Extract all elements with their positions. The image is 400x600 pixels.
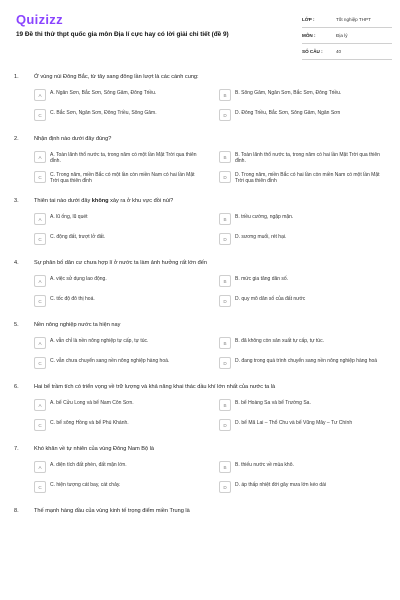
meta-value: Tốt nghiệp THPT [336, 17, 371, 22]
option-text: B. mức gia tăng dân số. [235, 276, 289, 282]
question-text [14, 446, 386, 453]
answer-option[interactable] [34, 337, 201, 351]
option-text: A. bể Cửu Long và bể Nam Côn Sơn. [50, 400, 134, 406]
question-body [34, 508, 190, 515]
question [0, 322, 400, 371]
question-number: 7. [14, 446, 19, 452]
option-letter-box: A [34, 337, 46, 349]
question [0, 74, 400, 123]
answer-option[interactable] [34, 89, 201, 103]
option-letter-box: A [34, 399, 46, 411]
option-letter-box: A [34, 89, 46, 101]
worksheet-title: 19 Đề thi thử thpt quốc gia môn Địa lí cực hay có lời giải chi tiết (đề 9) [16, 31, 229, 38]
question-number: 3. [14, 198, 19, 204]
question-number: 1. [14, 74, 19, 80]
answer-option[interactable] [219, 481, 386, 495]
option-text: D. bể Mã Lai – Thổ Chu và bể Vũng Mây – Tư Chính [235, 420, 353, 426]
question [0, 260, 400, 309]
option-letter-box: B [219, 275, 231, 287]
question-text-before: Nền nông nghiệp nước ta hiện nay [34, 322, 121, 328]
answer-option[interactable] [34, 275, 201, 289]
answer-options [34, 89, 386, 123]
answer-option[interactable] [219, 171, 386, 185]
question-text-after: xảy ra ở khu vực đồi núi? [108, 198, 174, 204]
answer-option[interactable] [219, 295, 386, 309]
question-body [34, 322, 120, 329]
option-letter-box: A [34, 275, 46, 287]
meta-label: MÔN : [302, 33, 316, 38]
option-text: A. Toàn lãnh thổ nước ta, trong năm có một lần Mặt Trời qua thiên đỉnh. [50, 152, 197, 165]
answer-option[interactable] [34, 151, 201, 165]
answer-option[interactable] [34, 233, 201, 247]
option-text: B. triều cường, ngập mặn. [235, 214, 294, 220]
question-number: 5. [14, 322, 19, 328]
option-text: B. bể Hoàng Sa và bể Trường Sa. [235, 400, 311, 406]
question-text-before: Thế mạnh hàng đầu của vùng kinh tế trọng điểm miền Trung là [34, 508, 190, 514]
quizizz-logo: Quizizz [16, 12, 63, 27]
answer-option[interactable] [219, 275, 386, 289]
question-text [14, 74, 386, 81]
option-text: A. diện tích đất phèn, đất mặn lớn. [50, 462, 127, 468]
option-text: D. sương muối, rét hại. [235, 234, 287, 240]
option-text: A. Ngân Sơn, Bắc Sơn, Sông Gâm, Đông Triều. [50, 90, 157, 96]
answer-option[interactable] [34, 295, 201, 309]
option-letter-box: D [219, 357, 231, 369]
option-letter-box: B [219, 213, 231, 225]
option-letter-box: B [219, 89, 231, 101]
answer-option[interactable] [34, 461, 201, 475]
answer-option[interactable] [219, 337, 386, 351]
meta-row [302, 28, 392, 44]
option-letter-box: C [34, 357, 46, 369]
answer-option[interactable] [219, 213, 386, 227]
option-text: A. việc sử dụng lao động. [50, 276, 107, 282]
option-letter-box: B [219, 337, 231, 349]
option-letter-box: A [34, 151, 46, 163]
meta-panel [302, 12, 392, 60]
question-number: 6. [14, 384, 19, 390]
answer-option[interactable] [219, 109, 386, 123]
option-letter-box: C [34, 481, 46, 493]
question-list [0, 74, 400, 528]
answer-option[interactable] [219, 89, 386, 103]
question-body [34, 384, 275, 391]
question-text [14, 136, 386, 143]
option-letter-box: C [34, 171, 46, 183]
option-text: D. Trong năm, miền Bắc có hai lần còn miền Nam có một lần Mặt Trời qua thiên đỉnh [235, 172, 380, 185]
question-text [14, 260, 386, 267]
question-number: 8. [14, 508, 19, 514]
question-text [14, 384, 386, 391]
option-text: D. quy mô dân số của đất nước [235, 296, 306, 302]
question-text-before: Khó khăn về tự nhiên của vùng Đông Nam Bộ là [34, 446, 155, 452]
question-body [34, 198, 173, 205]
question-text-before: Hai bể trầm tích có triển vọng về trữ lượng và khả năng khai thác dầu khí lớn nhất của nước ta là [34, 384, 276, 390]
answer-options [34, 461, 386, 495]
option-letter-box: B [219, 399, 231, 411]
question-body [34, 260, 207, 267]
worksheet-header [0, 0, 400, 64]
meta-value: Địa lý [336, 33, 348, 38]
question-number: 2. [14, 136, 19, 142]
question-text [14, 198, 386, 205]
question-text-before: Ở vùng núi Đông Bắc, từ tây sang đông lần lượt là các cánh cung: [34, 74, 199, 80]
option-letter-box: B [219, 461, 231, 473]
answer-option[interactable] [219, 461, 386, 475]
option-text: D. đang trong quá trình chuyển sang nền nông nghiệp hàng hoá [235, 358, 378, 364]
option-letter-box: A [34, 461, 46, 473]
question-text-before: Thiên tai nào dưới đây [34, 198, 92, 204]
option-text: C. tốc độ đô thị hoá. [50, 296, 95, 302]
answer-option[interactable] [219, 419, 386, 433]
question-text-before: Sự phân bố dân cư chưa hợp lí ở nước ta làm ảnh hưởng rất lớn đến [34, 260, 207, 266]
question [0, 136, 400, 185]
question [0, 446, 400, 495]
option-text: D. Đông Triều, Bắc Sơn, Sông Gâm, Ngân Sơn [235, 110, 341, 116]
option-text: B. Sông Gâm, Ngân Sơn, Bắc Sơn, Đông Triều. [235, 90, 342, 96]
question [0, 384, 400, 433]
answer-option[interactable] [219, 357, 386, 371]
option-text: D. áp thấp nhiệt đới gây mưa lớn kéo dài [235, 482, 327, 488]
option-letter-box: C [34, 419, 46, 431]
question [0, 198, 400, 247]
meta-row [302, 44, 392, 60]
answer-option[interactable] [219, 151, 386, 165]
meta-label: LỚP : [302, 17, 315, 22]
question-text [14, 322, 386, 329]
option-text: C. Trong năm, miền Bắc có một lần còn miền Nam có hai lần Mặt Trời qua thiên đỉnh [50, 172, 195, 185]
answer-option[interactable] [219, 399, 386, 413]
answer-option[interactable] [34, 419, 201, 433]
option-letter-box: D [219, 295, 231, 307]
option-text: C. Bắc Sơn, Ngân Sơn, Đông Triều, Sông Gâm. [50, 110, 157, 116]
question-text-before: Nhận định nào dưới đây đúng? [34, 136, 112, 142]
option-text: C. bể sông Hồng và bể Phú Khánh. [50, 420, 129, 426]
option-letter-box: C [34, 295, 46, 307]
answer-options [34, 213, 386, 247]
option-letter-box: B [219, 151, 231, 163]
answer-option[interactable] [34, 171, 201, 185]
answer-options [34, 151, 386, 185]
option-letter-box: D [219, 481, 231, 493]
answer-option[interactable] [34, 213, 201, 227]
option-letter-box: D [219, 419, 231, 431]
question-body [34, 446, 154, 453]
option-text: B. đã không còn sản xuất tự cấp, tự túc. [235, 338, 324, 344]
question-text [14, 508, 386, 515]
option-text: B. Toàn lãnh thổ nước ta, trong năm có hai lần Mặt Trời qua thiên đỉnh. [235, 152, 380, 165]
question-number: 4. [14, 260, 19, 266]
meta-row [302, 12, 392, 28]
question-emphasis: không [91, 198, 109, 204]
option-text: C. hiện tượng cát bay, cát chảy. [50, 482, 121, 488]
answer-options [34, 399, 386, 433]
option-letter-box: C [34, 233, 46, 245]
answer-option[interactable] [219, 233, 386, 247]
question-body [34, 136, 111, 143]
option-text: C. vẫn chưa chuyển sang nền nông nghiệp hàng hoá. [50, 358, 170, 364]
answer-options [34, 337, 386, 371]
option-letter-box: C [34, 109, 46, 121]
meta-value: 40 [336, 49, 342, 54]
option-text: B. thiếu nước về mùa khô. [235, 462, 294, 468]
option-text: A. lũ ống, lũ quét [50, 214, 88, 220]
option-letter-box: D [219, 109, 231, 121]
option-letter-box: A [34, 213, 46, 225]
question-body [34, 74, 199, 81]
meta-label: SỐ CÂU : [302, 49, 323, 54]
option-text: A. vẫn chỉ là nền nông nghiệp tự cấp, tự túc. [50, 338, 149, 344]
answer-options [34, 275, 386, 309]
option-letter-box: D [219, 171, 231, 183]
answer-option[interactable] [34, 481, 201, 495]
question [0, 508, 400, 515]
answer-option[interactable] [34, 109, 201, 123]
answer-option[interactable] [34, 399, 201, 413]
option-text: C. động đất, trượt lở đất. [50, 234, 106, 240]
option-letter-box: D [219, 233, 231, 245]
answer-option[interactable] [34, 357, 201, 371]
